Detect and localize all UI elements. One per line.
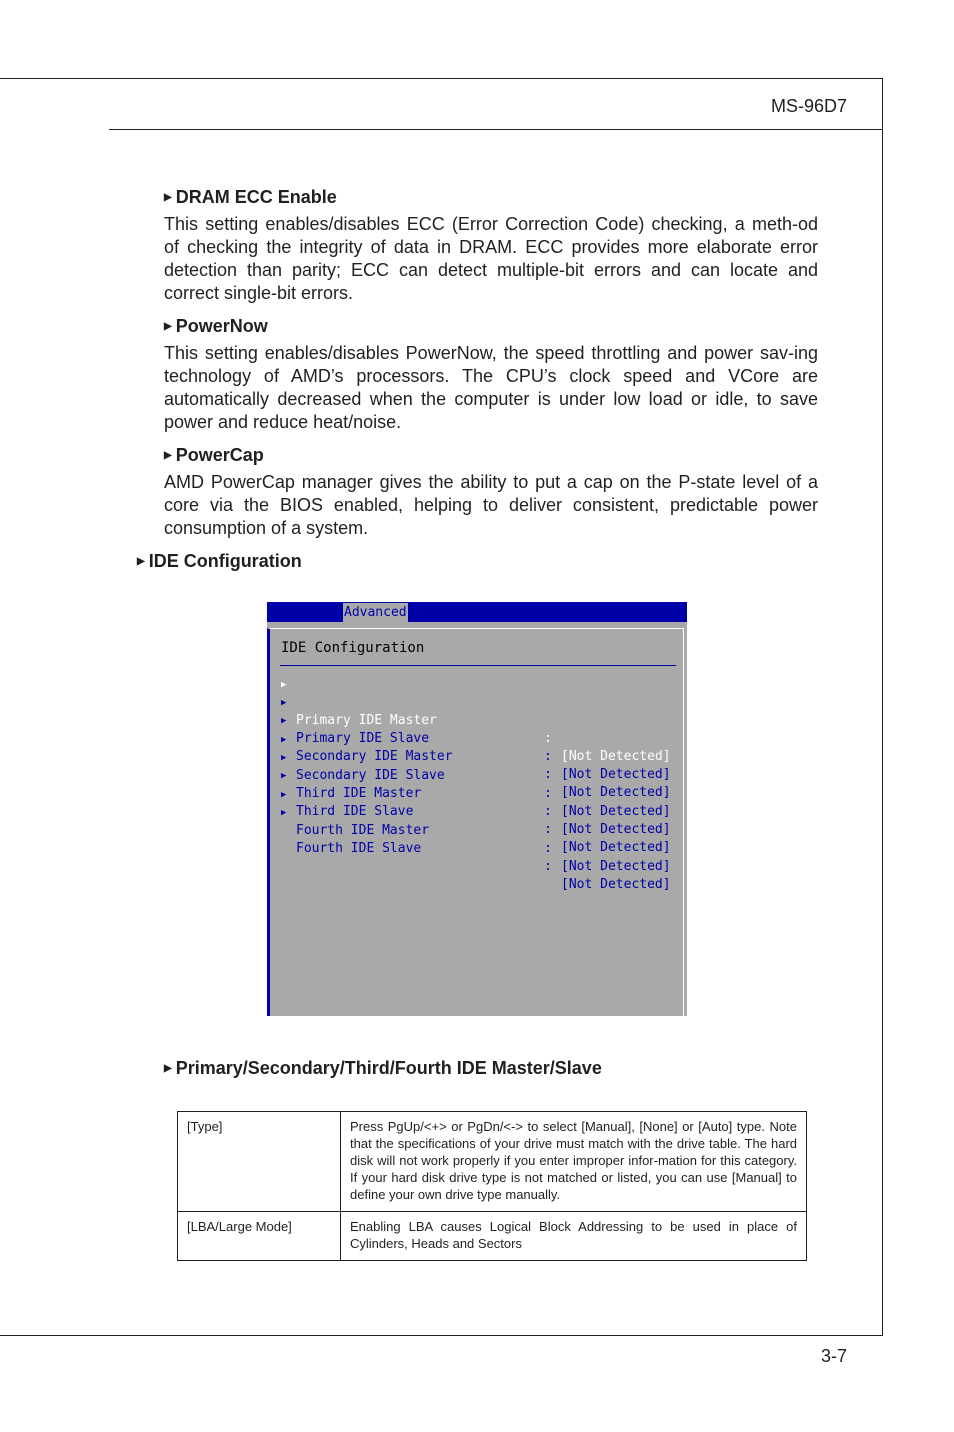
bios-menu-item[interactable]: ▶ Secondary IDE Master : [Not Detected] <box>281 712 671 730</box>
table-row <box>178 1212 807 1261</box>
bios-menu-item[interactable]: ▶ Primary IDE Master : [Not Detected] <box>281 676 671 694</box>
bios-menu-item[interactable]: ▶ Fourth IDE Slave : [Not Detected] <box>281 804 671 822</box>
submenu-arrow-icon: ▶ <box>281 753 287 763</box>
option-description: Press PgUp/<+> or PgDn/<-> to select [Manual], [None] or [Auto] type. Note that the specifications of your drive must match with the drive table. The hard disk will not work properly if you enter improper infor-mation for this category. If your hard disk drive type is not matched or listed, you can use [Manual] to define your own drive type manually. <box>341 1112 807 1212</box>
bios-screenshot <box>267 602 687 1016</box>
section-heading: ▶ DRAM ECC Enable <box>164 187 337 207</box>
right-rule <box>882 78 883 1336</box>
submenu-arrow-icon: ▶ <box>281 771 287 781</box>
bios-title-separator <box>280 665 676 666</box>
submenu-arrow-icon: ▶ <box>281 680 287 690</box>
top-rule <box>0 78 883 79</box>
triangle-bullet-icon: ▶ <box>164 1063 172 1074</box>
triangle-bullet-icon: ▶ <box>137 556 145 567</box>
option-name: [Type] <box>178 1112 341 1212</box>
triangle-bullet-icon: ▶ <box>164 450 172 461</box>
options-table <box>177 1111 807 1261</box>
bios-tab-advanced[interactable]: Advanced <box>344 605 407 620</box>
option-description: Enabling LBA causes Logical Block Addressing to be used in place of Cylinders, Heads and Sectors <box>341 1212 807 1261</box>
submenu-arrow-icon: ▶ <box>281 698 287 708</box>
section-body: This setting enables/disables ECC (Error Correction Code) checking, a meth-od of checking the integrity of data in DRAM. ECC provides more elaborate error detection than parity; ECC can detect multiple-bit errors and can locate and correct single-bit errors. <box>164 214 818 303</box>
header-rule <box>109 129 883 130</box>
option-name: [LBA/Large Mode] <box>178 1212 341 1261</box>
bios-menu-item[interactable]: ▶ Secondary IDE Slave : [Not Detected] <box>281 731 671 749</box>
bios-menu-item[interactable]: ▶ Third IDE Slave : [Not Detected] <box>281 767 671 785</box>
page-number: 3-7 <box>820 1346 847 1366</box>
bios-menu-bar <box>267 602 687 622</box>
section-heading: ▶ PowerNow <box>164 316 268 336</box>
submenu-arrow-icon: ▶ <box>281 716 287 726</box>
submenu-arrow-icon: ▶ <box>281 735 287 745</box>
table-row <box>178 1112 807 1212</box>
footer-rule <box>0 1335 883 1336</box>
bios-menu-item[interactable]: ▶ Third IDE Master : [Not Detected] <box>281 749 671 767</box>
section-body: AMD PowerCap manager gives the ability to put a cap on the P-state level of a core via the BIOS enabled, helping to deliver consistent, predictable power consumption of a system. <box>164 472 818 538</box>
submenu-arrow-icon: ▶ <box>281 808 287 818</box>
triangle-bullet-icon: ▶ <box>164 321 172 332</box>
section-heading: ▶ Primary/Secondary/Third/Fourth IDE Master/Slave <box>164 1058 602 1078</box>
triangle-bullet-icon: ▶ <box>164 192 172 203</box>
bios-menu-item[interactable]: ▶ Primary IDE Slave : [Not Detected] <box>281 694 671 712</box>
section-body: This setting enables/disables PowerNow, the speed throttling and power sav-ing technology of AMD’s processors. The CPU’s clock speed and VCore are automatically decreased when the computer is under low load or idle, to save power and reduce heat/noise. <box>164 343 818 432</box>
section-heading: ▶ PowerCap <box>164 445 264 465</box>
submenu-arrow-icon: ▶ <box>281 790 287 800</box>
bios-menu-item[interactable]: ▶ Fourth IDE Master : [Not Detected] <box>281 786 671 804</box>
bios-panel-title: IDE Configuration <box>281 640 425 656</box>
model-number: MS-96D7 <box>770 96 847 116</box>
section-heading: ▶ IDE Configuration <box>137 551 302 571</box>
